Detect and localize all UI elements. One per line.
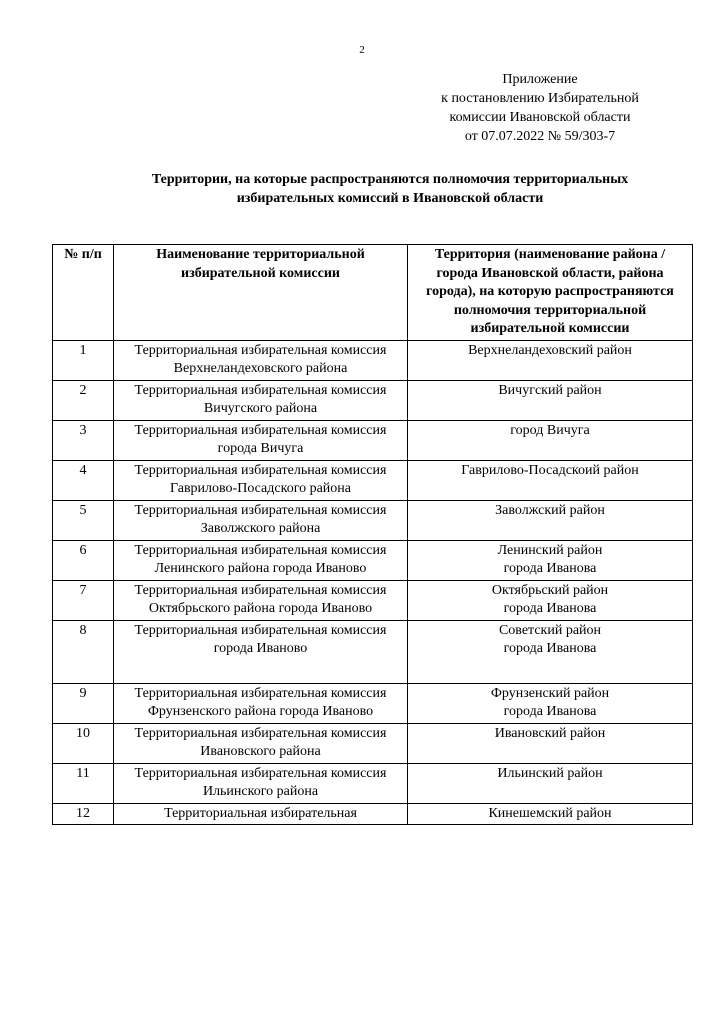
row-number: 12 xyxy=(53,803,114,825)
territory: Заволжский район xyxy=(408,500,693,540)
territory: Ильинский район xyxy=(408,763,693,803)
appendix-block xyxy=(400,70,680,146)
row-number: 2 xyxy=(53,380,114,420)
row-number: 6 xyxy=(53,540,114,580)
territories-table xyxy=(52,244,693,825)
territory: Гаврилово-Посадскоий район xyxy=(408,460,693,500)
territory xyxy=(408,540,693,580)
table-row xyxy=(53,500,693,540)
row-number: 3 xyxy=(53,420,114,460)
table-row xyxy=(53,420,693,460)
table-row xyxy=(53,460,693,500)
row-number: 4 xyxy=(53,460,114,500)
territory: Вичугский район xyxy=(408,380,693,420)
commission-name: Территориальная избирательная комиссия города Вичуга xyxy=(114,420,408,460)
commission-name: Территориальная избирательная комиссия Гаврилово-Посадского района xyxy=(114,460,408,500)
territory-line-1: Ленинский район xyxy=(497,542,603,558)
territory xyxy=(408,683,693,723)
table-row xyxy=(53,763,693,803)
commission-name: Территориальная избирательная комиссия Вичугского района xyxy=(114,380,408,420)
table-row xyxy=(53,340,693,380)
table-row xyxy=(53,540,693,580)
row-number: 11 xyxy=(53,763,114,803)
territory: Ивановский район xyxy=(408,723,693,763)
territory: Кинешемский район xyxy=(408,803,693,825)
header-number: № п/п xyxy=(53,245,114,341)
commission-name: Территориальная избирательная комиссия Верхнеландеховского района xyxy=(114,340,408,380)
commission-name: Территориальная избирательная комиссия города Иваново xyxy=(114,620,408,683)
appendix-line-2: к постановлению Избирательной xyxy=(441,91,639,106)
commission-name: Территориальная избирательная комиссия Фрунзенского района города Иваново xyxy=(114,683,408,723)
territory-line-1: Октябрьский район xyxy=(491,582,609,598)
table-row xyxy=(53,620,693,683)
territory-line-1: Фрунзенский район xyxy=(490,685,610,701)
table-row xyxy=(53,723,693,763)
commission-name: Территориальная избирательная комиссия Ильинского района xyxy=(114,763,408,803)
header-territory: Территория (наименование района / города Ивановской области, района города), на которую распространяются полномочия территориальной избирательной комиссии xyxy=(408,245,693,341)
commission-name: Территориальная избирательная комиссия Октябрьского района города Иваново xyxy=(114,580,408,620)
row-number: 7 xyxy=(53,580,114,620)
appendix-line-4: от 07.07.2022 № 59/303-7 xyxy=(464,129,616,144)
table-row xyxy=(53,580,693,620)
territory-line-2: города Иванова xyxy=(503,601,597,616)
territory: город Вичуга xyxy=(408,420,693,460)
row-number: 1 xyxy=(53,340,114,380)
row-number: 10 xyxy=(53,723,114,763)
territory xyxy=(408,580,693,620)
territory-line-2: города Иванова xyxy=(503,704,597,719)
commission-name: Территориальная избирательная комиссия Ивановского района xyxy=(114,723,408,763)
commission-name: Территориальная избирательная комиссия Заволжского района xyxy=(114,500,408,540)
territory-line-2: города Иванова xyxy=(503,561,597,576)
row-number: 8 xyxy=(53,620,114,683)
appendix-line-1: Приложение xyxy=(502,72,578,87)
row-number: 9 xyxy=(53,683,114,723)
territory-line-1: Советский район xyxy=(498,622,602,638)
commission-name: Территориальная избирательная xyxy=(114,803,408,825)
header-commission-name: Наименование территориальной избирательной комиссии xyxy=(114,245,408,341)
document-title xyxy=(60,170,720,208)
table-row xyxy=(53,683,693,723)
page-number: 2 xyxy=(359,44,365,56)
title-line-1: Территории, на которые распространяются полномочия территориальных xyxy=(151,172,629,187)
row-number: 5 xyxy=(53,500,114,540)
title-line-2: избирательных комиссий в Ивановской области xyxy=(236,191,544,206)
commission-name: Территориальная избирательная комиссия Ленинского района города Иваново xyxy=(114,540,408,580)
territory: Верхнеландеховский район xyxy=(408,340,693,380)
table-row xyxy=(53,803,693,825)
table-header-row xyxy=(53,245,693,341)
table-row xyxy=(53,380,693,420)
territory-line-2: города Иванова xyxy=(503,641,597,656)
territory xyxy=(408,620,693,683)
appendix-line-3: комиссии Ивановской области xyxy=(449,110,631,125)
